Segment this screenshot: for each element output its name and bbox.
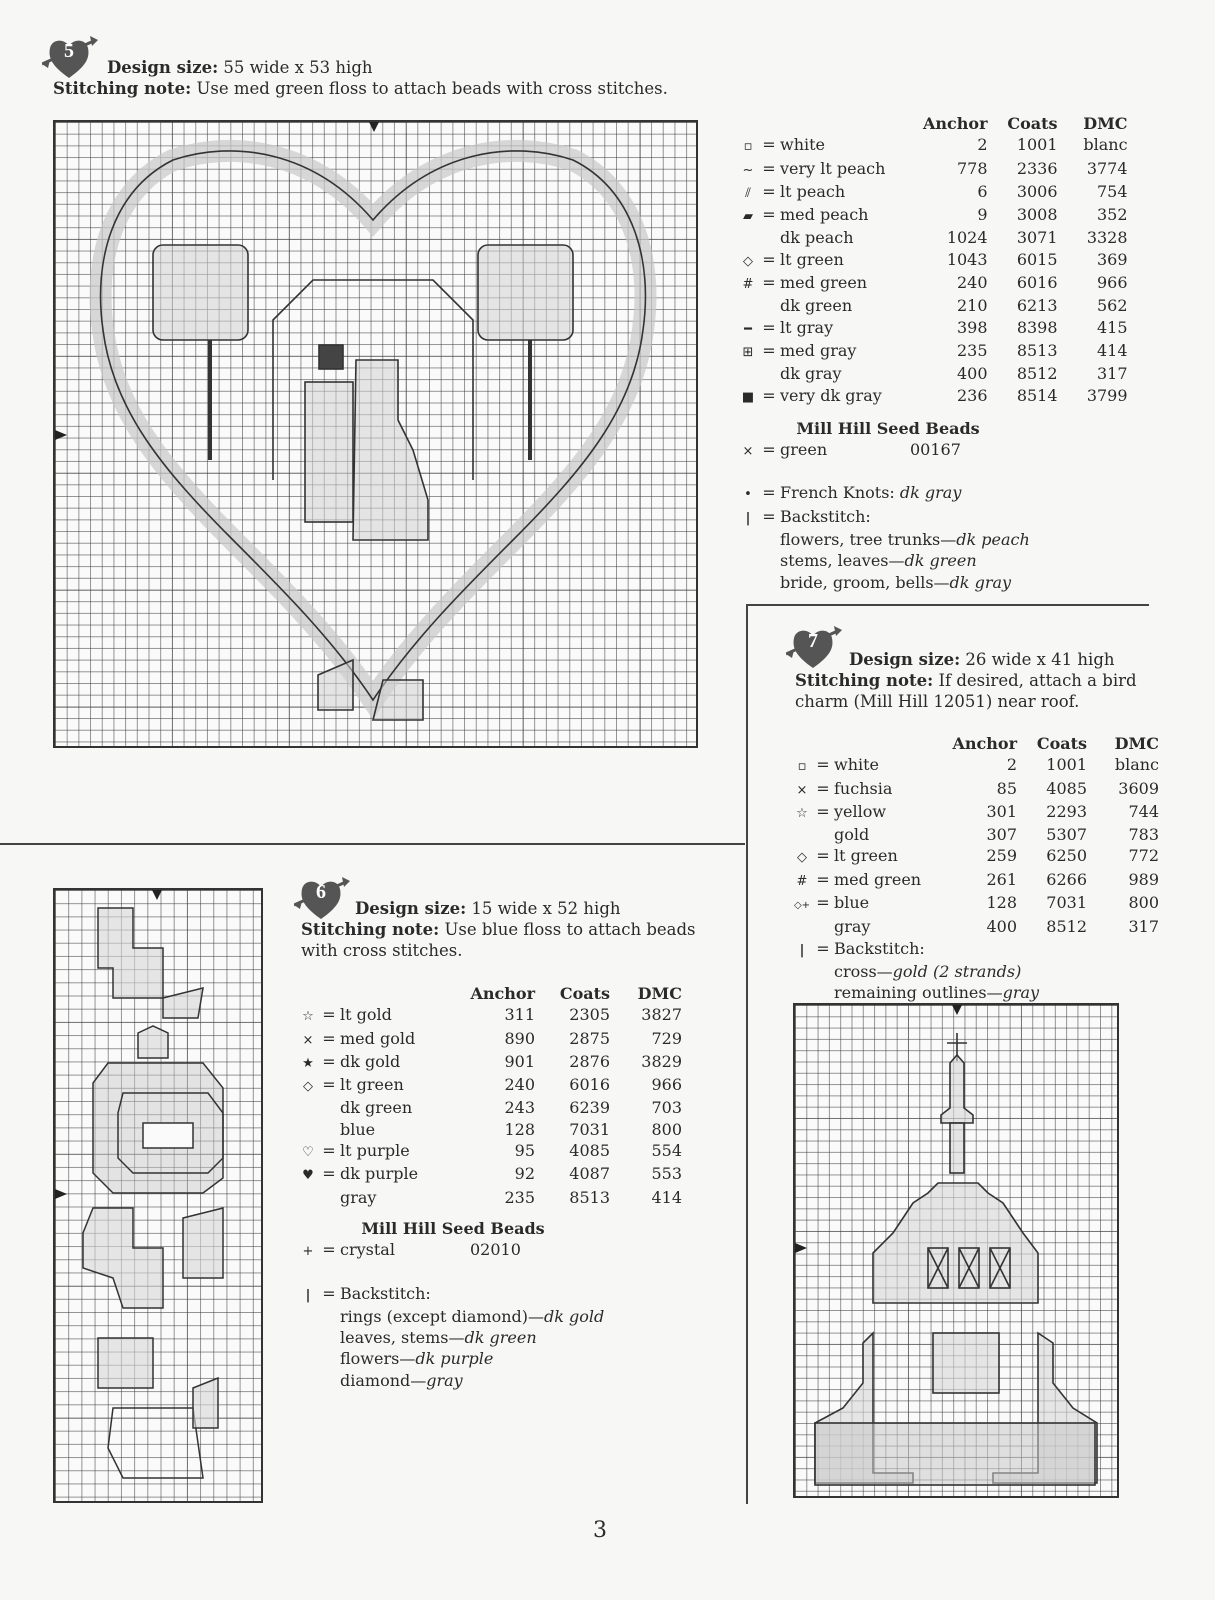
- bead-row: × = green 00167: [738, 439, 1128, 462]
- design-size-value: 55 wide x 53 high: [223, 58, 373, 77]
- column-anchor: Anchor: [470, 984, 535, 1003]
- stitching-note-label: Stitching note:: [53, 79, 192, 98]
- plus-icon: +: [302, 1244, 314, 1260]
- backstitch-row: | = Backstitch:: [298, 1283, 682, 1306]
- design-size-value: 26 wide x 41 high: [965, 650, 1115, 669]
- column-coats: Coats: [1007, 114, 1058, 133]
- floss-row: ▫ = white 2 1001 blanc: [738, 134, 1128, 157]
- stitching-note-value-line2: charm (Mill Hill 12051) near roof.: [795, 692, 1080, 711]
- rings-flowers-motif: [53, 888, 263, 1503]
- small-square-icon: ▫: [743, 139, 753, 155]
- cross-icon: ×: [742, 444, 754, 460]
- floss-row: ◇ = lt green 259 6250 772: [792, 845, 1159, 868]
- design-5-legend: [738, 113, 1128, 593]
- badge-number: 6: [316, 881, 326, 903]
- column-anchor: Anchor: [952, 734, 1017, 753]
- design-6-chart-grid: [53, 888, 263, 1503]
- floss-row: dk peach 1024 3071 3328: [780, 228, 1128, 248]
- floss-row: ◇ = lt green 240 6016 966: [298, 1074, 682, 1097]
- center-marker-left: [55, 430, 67, 440]
- backstitch-list: cross—gold (2 strands) remaining outlines—gray: [834, 961, 1040, 1003]
- design-5-chart-grid: [53, 120, 698, 748]
- floss-row: # = med green 240 6016 966: [738, 272, 1128, 295]
- floss-row: ☆ = yellow 301 2293 744: [792, 801, 1159, 824]
- hash-icon: #: [796, 873, 808, 889]
- design-size-label: Design size:: [355, 899, 467, 918]
- outline-heart-icon: ♡: [302, 1145, 314, 1161]
- floss-table: [792, 733, 1159, 938]
- hash-icon: #: [742, 277, 754, 293]
- backstitch-line-icon: |: [745, 510, 751, 526]
- floss-row: ◇+ = blue 128 7031 800: [792, 892, 1159, 916]
- backstitch-row: | = Backstitch:: [738, 506, 1128, 529]
- floss-row: gray 400 8512 317: [834, 917, 1159, 937]
- backstitch-line-icon: |: [799, 942, 805, 958]
- backstitch-row: | = Backstitch:: [792, 938, 1159, 961]
- floss-row: × = med gold 890 2875 729: [298, 1028, 682, 1051]
- stitching-note-value: If desired, attach a bird: [938, 671, 1137, 690]
- floss-table: [738, 113, 1128, 408]
- solid-slash-icon: ▰: [743, 209, 753, 225]
- badge-number: 5: [64, 40, 74, 62]
- design-7-info: [795, 649, 1137, 712]
- design-6-info: [301, 898, 696, 961]
- floss-row: blue 128 7031 800: [340, 1119, 682, 1139]
- column-dmc: DMC: [1083, 114, 1128, 133]
- diamond-plus-icon: ◇+: [793, 900, 811, 912]
- column-coats: Coats: [1036, 734, 1087, 753]
- cross-icon: ×: [302, 1032, 314, 1048]
- badge-number: 7: [808, 630, 818, 652]
- diamond-icon: ◇: [797, 850, 807, 866]
- column-anchor: Anchor: [923, 114, 988, 133]
- floss-row: dk green 210 6213 562: [780, 296, 1128, 316]
- floss-row: ☆ = lt gold 311 2305 3827: [298, 1004, 682, 1027]
- boxed-plus-icon: ⊞: [742, 344, 754, 360]
- floss-row: ♥ = dk purple 92 4087 553: [298, 1163, 682, 1186]
- column-coats: Coats: [559, 984, 610, 1003]
- outline-star-icon: ☆: [796, 805, 808, 821]
- floss-row: ⫽ = lt peach 6 3006 754: [738, 181, 1128, 204]
- backstitch-line-icon: |: [305, 1287, 311, 1303]
- design-7-legend: [792, 733, 1159, 1004]
- divider-right-top: [746, 604, 1149, 606]
- stitching-note-label: Stitching note:: [795, 671, 934, 690]
- stitching-note-label: Stitching note:: [301, 920, 440, 939]
- dot-icon: •: [744, 487, 752, 503]
- floss-row: dk green 243 6239 703: [340, 1098, 682, 1118]
- church-motif: [793, 1003, 1119, 1498]
- column-dmc: DMC: [637, 984, 682, 1003]
- backstitch-list: rings (except diamond)—dk gold leaves, stems—dk green flowers—dk purple diamond—gray: [340, 1306, 605, 1390]
- floss-row: ⊞ = med gray 235 8513 414: [738, 340, 1128, 363]
- center-marker-top: [152, 890, 162, 900]
- dash-icon: ━: [744, 321, 752, 337]
- filled-square-icon: ■: [741, 389, 755, 405]
- floss-row: ■ = very dk gray 236 8514 3799: [738, 385, 1128, 408]
- tilde-icon: ~: [742, 162, 754, 178]
- small-square-icon: ▫: [797, 759, 807, 775]
- center-marker-top: [952, 1005, 962, 1015]
- outline-star-icon: ☆: [302, 1009, 314, 1025]
- design-size-label: Design size:: [107, 58, 219, 77]
- diamond-icon: ◇: [743, 253, 753, 269]
- design-5-info: [53, 57, 668, 99]
- floss-row: gray 235 8513 414: [340, 1187, 682, 1207]
- stitching-note-value: Use blue floss to attach beads: [444, 920, 696, 939]
- floss-row: # = med green 261 6266 989: [792, 869, 1159, 892]
- center-marker-top: [369, 122, 379, 132]
- floss-row: gold 307 5307 783: [834, 825, 1159, 845]
- floss-row: ♡ = lt purple 95 4085 554: [298, 1140, 682, 1163]
- french-knot-row: • = French Knots: dk gray: [738, 482, 1128, 505]
- floss-row: dk gray 400 8512 317: [780, 364, 1128, 384]
- center-marker-left: [795, 1243, 807, 1253]
- beads-title: Mill Hill Seed Beads: [796, 418, 980, 438]
- floss-row: ▫ = white 2 1001 blanc: [792, 754, 1159, 777]
- diamond-icon: ◇: [303, 1079, 313, 1095]
- filled-star-icon: ★: [302, 1055, 314, 1071]
- floss-row: ★ = dk gold 901 2876 3829: [298, 1051, 682, 1074]
- floss-row: ▰ = med peach 9 3008 352: [738, 204, 1128, 227]
- double-slash-icon: ⫽: [745, 185, 751, 201]
- design-size-value: 15 wide x 52 high: [471, 899, 621, 918]
- bead-row: + = crystal 02010: [298, 1239, 682, 1262]
- design-6-legend: [298, 983, 682, 1391]
- design-7-chart-grid: [793, 1003, 1119, 1498]
- floss-row: ~ = very lt peach 778 2336 3774: [738, 158, 1128, 181]
- filled-heart-icon: ♥: [302, 1168, 314, 1184]
- heart-wreath-motif: [53, 120, 698, 748]
- floss-table: [298, 983, 682, 1208]
- design-size-label: Design size:: [849, 650, 961, 669]
- stitching-note-value-line2: with cross stitches.: [301, 941, 463, 960]
- divider-left: [0, 843, 745, 845]
- page-number: 3: [593, 1518, 607, 1543]
- center-marker-left: [55, 1189, 67, 1199]
- divider-vertical: [746, 604, 748, 1504]
- backstitch-list: flowers, tree trunks—dk peach stems, leaves—dk green bride, groom, bells—dk gray: [780, 530, 1030, 592]
- floss-row: × = fuchsia 85 4085 3609: [792, 778, 1159, 801]
- stitching-note-value: Use med green floss to attach beads with cross stitches.: [196, 79, 668, 98]
- floss-row: ◇ = lt green 1043 6015 369: [738, 249, 1128, 272]
- cross-icon: ×: [796, 782, 808, 798]
- beads-title: Mill Hill Seed Beads: [361, 1218, 545, 1238]
- column-dmc: DMC: [1114, 734, 1159, 753]
- floss-row: ━ = lt gray 398 8398 415: [738, 317, 1128, 340]
